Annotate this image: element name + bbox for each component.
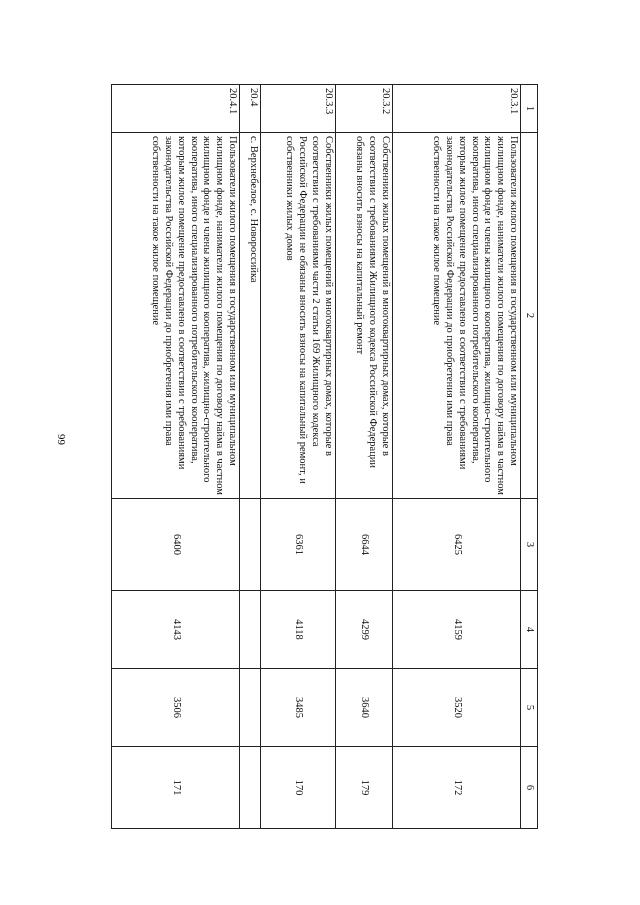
- row-value-col6: 171: [112, 747, 240, 829]
- tariff-table-rotated: [111, 84, 538, 828]
- tariff-table: [111, 84, 538, 829]
- row-value-col5: 3520: [393, 669, 521, 747]
- row-value-col4: 4299: [335, 591, 392, 669]
- row-value-col4: [239, 591, 260, 669]
- header-cell: 5: [521, 669, 538, 747]
- row-value-col5: 3506: [112, 669, 240, 747]
- row-value-col6: [239, 747, 260, 829]
- header-cell: 6: [521, 747, 538, 829]
- row-value-col6: 172: [393, 747, 521, 829]
- row-value-col5: [239, 669, 260, 747]
- page-number: 66: [56, 434, 68, 445]
- header-cell: 4: [521, 591, 538, 669]
- row-value-col5: 3640: [335, 669, 392, 747]
- row-description: Собственники жилых помещений в многоквартирных домах, которые в соответствии с требованиями Жилищного кодекса Российской Федерации обязаны вносить взносы на капитальный ремонт: [335, 133, 392, 499]
- row-value-col3: 6361: [260, 499, 335, 591]
- row-value-col4: 4118: [260, 591, 335, 669]
- row-code: 20.4: [239, 85, 260, 133]
- header-cell: 3: [521, 499, 538, 591]
- row-description: Пользователи жилого помещения в государственном или муниципальном жилищном фонде, наниматели жилого помещения по договору найма в частном жилищном фонде и члены жилищного кооператива, жилищно-строительного кооператива, иного специализированного потребительского кооператива, которым жилое помещение предоставлено в соответствии с требованиями законодательства Российской Федерации до приобретения ими права собственности на такое жилое помещение: [112, 133, 240, 499]
- table-row: [260, 85, 335, 829]
- row-description: Собственники жилых помещений в многоквартирных домах, которые в соответствии с требованиями части 2 статьи 169 Жилищного кодекса Российской Федерации не обязаны вносить взносы на капитальный ремонт, и собственники жилых домов: [260, 133, 335, 499]
- table-row: [112, 85, 240, 829]
- header-cell: 2: [521, 133, 538, 499]
- row-value-col6: 170: [260, 747, 335, 829]
- header-cell: 1: [521, 85, 538, 133]
- header-row: [521, 85, 538, 829]
- row-value-col5: 3485: [260, 669, 335, 747]
- row-value-col3: 6644: [335, 499, 392, 591]
- table-row-locality: [239, 85, 260, 829]
- row-code: 20.3.1: [393, 85, 521, 133]
- row-value-col4: 4143: [112, 591, 240, 669]
- row-description: Пользователи жилого помещения в государственном или муниципальном жилищном фонде, наниматели жилого помещения по договору найма в частном жилищном фонде и члены жилищного кооператива, жилищно-строительного кооператива, иного специализированного потребительского кооператива, которым жилое помещение предоставлено в соответствии с требованиями законодательства Российской Федерации до приобретения ими права собственности на такое жилое помещение: [393, 133, 521, 499]
- row-code: 20.3.2: [335, 85, 392, 133]
- row-value-col6: 179: [335, 747, 392, 829]
- row-description: с. Верхнебелое, с. Новороссийка: [239, 133, 260, 499]
- row-code: 20.3.3: [260, 85, 335, 133]
- table-row: [393, 85, 521, 829]
- row-code: 20.4.1: [112, 85, 240, 133]
- row-value-col3: [239, 499, 260, 591]
- row-value-col4: 4159: [393, 591, 521, 669]
- row-value-col3: 6425: [393, 499, 521, 591]
- row-value-col3: 6400: [112, 499, 240, 591]
- table-row: [335, 85, 392, 829]
